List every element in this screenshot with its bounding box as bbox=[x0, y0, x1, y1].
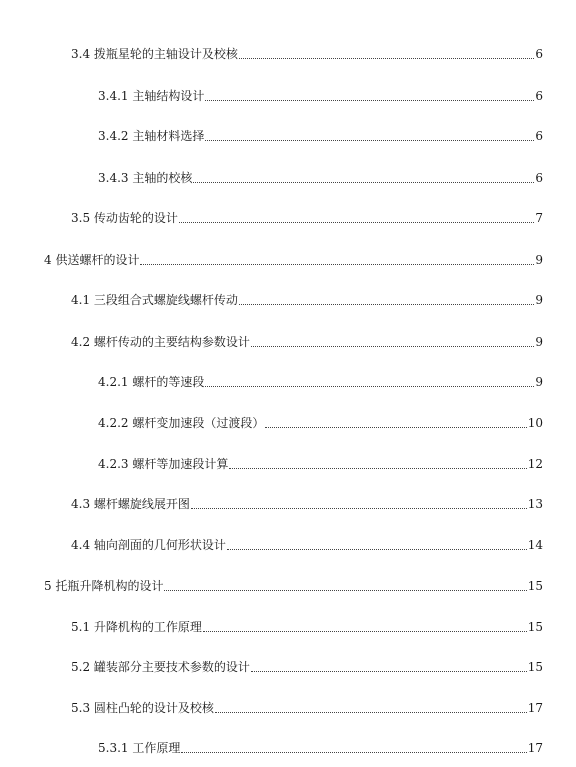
toc-entry-title: 4 供送螺杆的设计 bbox=[44, 253, 140, 267]
toc-entry[interactable] bbox=[44, 578, 543, 594]
toc-entry[interactable] bbox=[71, 659, 543, 675]
toc-entry[interactable] bbox=[71, 46, 543, 62]
toc-entry-title: 4.2.3 螺杆等加速段计算 bbox=[98, 457, 229, 471]
toc-entry-page: 9 bbox=[535, 375, 543, 389]
toc-dot-leader bbox=[265, 426, 526, 428]
toc-entry-page: 6 bbox=[535, 47, 543, 61]
toc-dot-leader bbox=[164, 589, 526, 591]
toc-entry-title: 4.2 螺杆传动的主要结构参数设计 bbox=[71, 335, 250, 349]
toc-dot-leader bbox=[251, 670, 527, 672]
toc-dot-leader bbox=[181, 751, 526, 753]
toc-entry-title: 3.4.1 主轴结构设计 bbox=[98, 89, 205, 103]
toc-entry[interactable] bbox=[71, 619, 543, 635]
toc-entry-page: 6 bbox=[535, 89, 543, 103]
toc-dot-leader bbox=[179, 221, 534, 223]
toc-entry[interactable] bbox=[98, 88, 543, 104]
toc-entry-title: 4.2.2 螺杆变加速段（过渡段） bbox=[98, 416, 265, 430]
toc-entry[interactable] bbox=[71, 292, 543, 308]
toc-entry-page: 17 bbox=[527, 741, 543, 755]
toc-entry-title: 4.3 螺杆螺旋线展开图 bbox=[71, 497, 190, 511]
toc-entry-title: 4.4 轴向剖面的几何形状设计 bbox=[71, 538, 226, 552]
toc-entry-title: 4.1 三段组合式螺旋线螺杆传动 bbox=[71, 293, 238, 307]
toc-entry-page: 15 bbox=[527, 660, 543, 674]
toc-dot-leader bbox=[205, 139, 534, 141]
toc-entry-page: 14 bbox=[527, 538, 543, 552]
toc-entry-title: 4.2.1 螺杆的等速段 bbox=[98, 375, 205, 389]
toc-entry-title: 3.4.2 主轴材料选择 bbox=[98, 129, 205, 143]
toc-entry-page: 9 bbox=[535, 253, 543, 267]
toc-dot-leader bbox=[193, 181, 534, 183]
toc-entry-title: 3.4.3 主轴的校核 bbox=[98, 171, 193, 185]
toc-entry-title: 3.5 传动齿轮的设计 bbox=[71, 211, 178, 225]
toc-entry-page: 6 bbox=[535, 171, 543, 185]
toc-entry-page: 15 bbox=[527, 620, 543, 634]
toc-entry-title: 5.2 罐装部分主要技术参数的设计 bbox=[71, 660, 250, 674]
toc-dot-leader bbox=[203, 630, 527, 632]
toc-entry-title: 5.3.1 工作原理 bbox=[98, 741, 181, 755]
toc-entry-page: 7 bbox=[535, 211, 543, 225]
toc-entry[interactable] bbox=[98, 374, 543, 390]
toc-entry[interactable] bbox=[71, 537, 543, 553]
toc-entry-title: 3.4 拨瓶星轮的主轴设计及校核 bbox=[71, 47, 238, 61]
toc-entry[interactable] bbox=[44, 252, 543, 268]
toc-dot-leader bbox=[191, 507, 527, 509]
toc-entry[interactable] bbox=[98, 456, 543, 472]
toc-dot-leader bbox=[239, 303, 534, 305]
toc-dot-leader bbox=[140, 263, 534, 265]
toc-dot-leader bbox=[215, 711, 527, 713]
toc-entry-page: 15 bbox=[527, 579, 543, 593]
toc-entry-page: 12 bbox=[527, 457, 543, 471]
toc-entry-page: 17 bbox=[527, 701, 543, 715]
toc-dot-leader bbox=[205, 385, 534, 387]
toc-entry-title: 5.1 升降机构的工作原理 bbox=[71, 620, 202, 634]
toc-entry[interactable] bbox=[98, 740, 543, 756]
toc-entry[interactable] bbox=[98, 170, 543, 186]
toc-dot-leader bbox=[229, 467, 526, 469]
toc-entry-title: 5 托瓶升降机构的设计 bbox=[44, 579, 164, 593]
toc-entry-page: 13 bbox=[527, 497, 543, 511]
toc-entry-page: 9 bbox=[535, 293, 543, 307]
toc-dot-leader bbox=[227, 548, 527, 550]
toc-entry[interactable] bbox=[71, 334, 543, 350]
toc-entry-page: 6 bbox=[535, 129, 543, 143]
toc-entry[interactable] bbox=[98, 415, 543, 431]
toc-dot-leader bbox=[251, 345, 534, 347]
toc-entry[interactable] bbox=[71, 210, 543, 226]
toc-entry[interactable] bbox=[71, 700, 543, 716]
toc-entry[interactable] bbox=[98, 128, 543, 144]
toc-entry-page: 10 bbox=[527, 416, 543, 430]
toc-entry-page: 9 bbox=[535, 335, 543, 349]
toc-dot-leader bbox=[205, 99, 534, 101]
toc-entry[interactable] bbox=[71, 496, 543, 512]
toc-dot-leader bbox=[239, 57, 534, 59]
toc-entry-title: 5.3 圆柱凸轮的设计及校核 bbox=[71, 701, 214, 715]
